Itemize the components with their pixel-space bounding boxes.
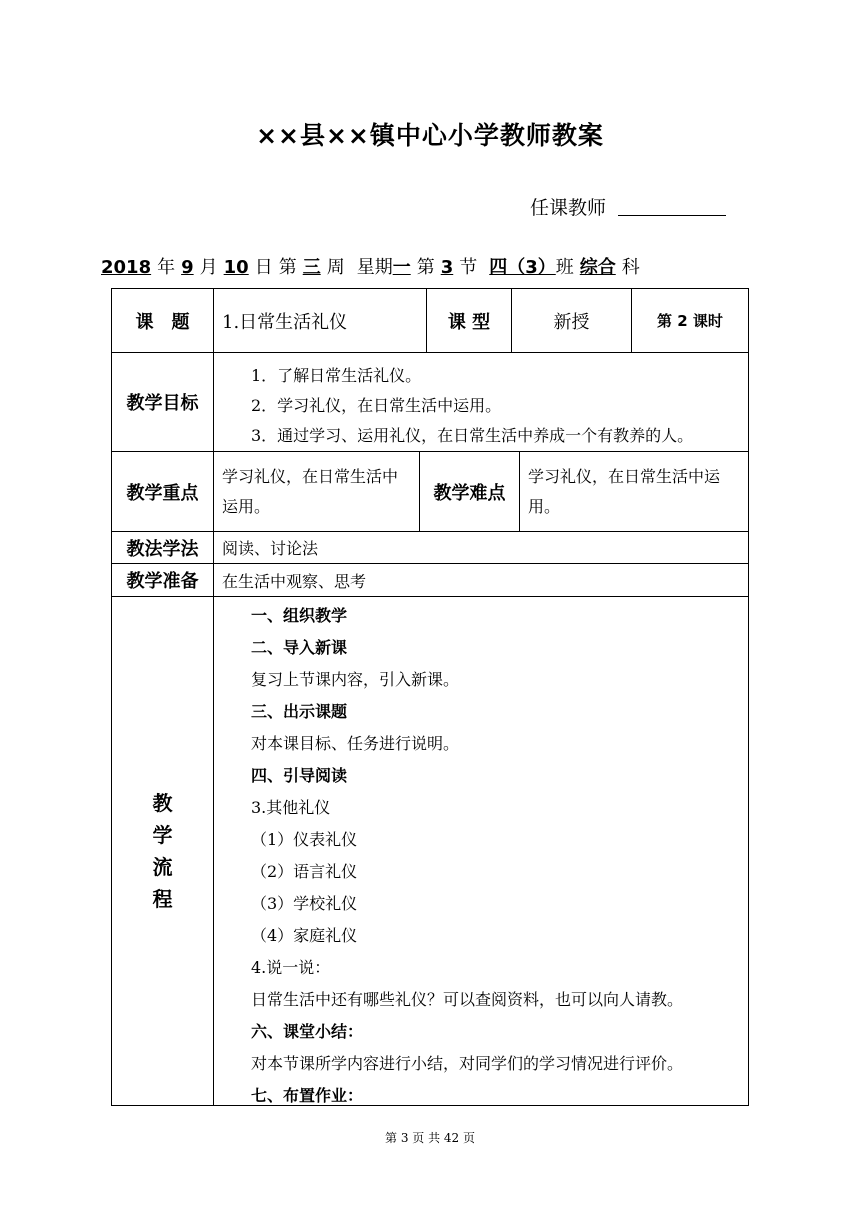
topic-label: 课 题 — [111, 288, 214, 353]
goal-item: 1．了解日常生活礼仪。 — [251, 366, 422, 385]
period-unit: 节 — [459, 257, 478, 278]
flow-content — [213, 596, 749, 1106]
month-unit: 月 — [199, 257, 218, 278]
year-value: 2018 — [101, 257, 152, 278]
flow-heading: 六、课堂小结： — [251, 1022, 364, 1041]
flow-heading: 三、出示课题 — [251, 702, 348, 721]
topic-value: 1.日常生活礼仪 — [213, 288, 427, 353]
flow-label — [111, 596, 214, 1106]
key-point-label: 教学重点 — [111, 451, 214, 532]
flow-heading: 七、布置作业： — [251, 1086, 364, 1105]
flow-text: （4）家庭礼仪 — [251, 926, 358, 945]
subject-unit: 科 — [621, 257, 640, 278]
class-unit: 班 — [555, 257, 574, 278]
flow-heading: 二、导入新课 — [251, 638, 348, 657]
flow-text: （1）仪表礼仪 — [251, 830, 358, 849]
period-value: 3 — [440, 257, 454, 278]
flow-text: 对本课目标、任务进行说明。 — [251, 734, 460, 753]
week-unit: 周 — [326, 257, 345, 278]
week-value: 三 — [302, 257, 321, 278]
method-label: 教法学法 — [111, 531, 214, 564]
page-footer: 第 3 页 共 42 页 — [385, 1131, 475, 1145]
flow-text: 对本节课所学内容进行小结，对同学们的学习情况进行评价。 — [251, 1054, 684, 1073]
type-value: 新授 — [511, 288, 632, 353]
page-title: ××县××镇中心小学教师教案 — [256, 121, 604, 150]
flow-text: 复习上节课内容，引入新课。 — [251, 670, 460, 689]
lesson-number: 第 2 课时 — [631, 288, 749, 353]
flow-label-char: 程 — [152, 887, 173, 911]
method-value: 阅读、讨论法 — [213, 531, 749, 564]
day-unit: 日 — [254, 257, 273, 278]
flow-label-char: 学 — [152, 823, 173, 847]
teacher-blank[interactable] — [618, 195, 726, 216]
key-point-value: 学习礼仪，在日常生活中运用。 — [213, 451, 420, 532]
class-value: 四（3） — [489, 257, 556, 278]
week-prefix: 第 — [278, 257, 297, 278]
teacher-field — [530, 193, 726, 220]
goal-item: 2．学习礼仪，在日常生活中运用。 — [251, 396, 502, 415]
flow-text: （2）语言礼仪 — [251, 862, 358, 881]
prep-value: 在生活中观察、思考 — [213, 563, 749, 597]
flow-label-char: 流 — [152, 855, 173, 879]
type-label: 课 型 — [426, 288, 512, 353]
date-line — [101, 253, 761, 279]
month-value: 9 — [181, 257, 194, 278]
goal-item: 3．通过学习、运用礼仪，在日常生活中养成一个有教养的人。 — [251, 426, 694, 445]
flow-heading: 四、引导阅读 — [251, 766, 348, 785]
prep-label: 教学准备 — [111, 563, 214, 597]
teacher-label: 任课教师 — [530, 197, 607, 219]
flow-label-char: 教 — [152, 791, 173, 815]
difficulty-value: 学习礼仪，在日常生活中运用。 — [519, 451, 749, 532]
flow-text: 4.说一说： — [251, 958, 331, 977]
year-unit: 年 — [157, 257, 176, 278]
goals-label: 教学目标 — [111, 352, 214, 452]
weekday-value: 一 — [392, 257, 411, 278]
subject-value: 综合 — [579, 257, 616, 278]
flow-heading: 一、组织教学 — [251, 606, 348, 625]
flow-text: 3.其他礼仪 — [251, 798, 331, 817]
weekday-label: 星期 — [356, 257, 393, 278]
difficulty-label: 教学难点 — [419, 451, 520, 532]
flow-text: 日常生活中还有哪些礼仪？可以查阅资料，也可以向人请教。 — [251, 990, 684, 1009]
period-prefix: 第 — [416, 257, 435, 278]
day-value: 10 — [223, 257, 249, 278]
goals-list — [213, 352, 749, 452]
flow-text: （3）学校礼仪 — [251, 894, 358, 913]
